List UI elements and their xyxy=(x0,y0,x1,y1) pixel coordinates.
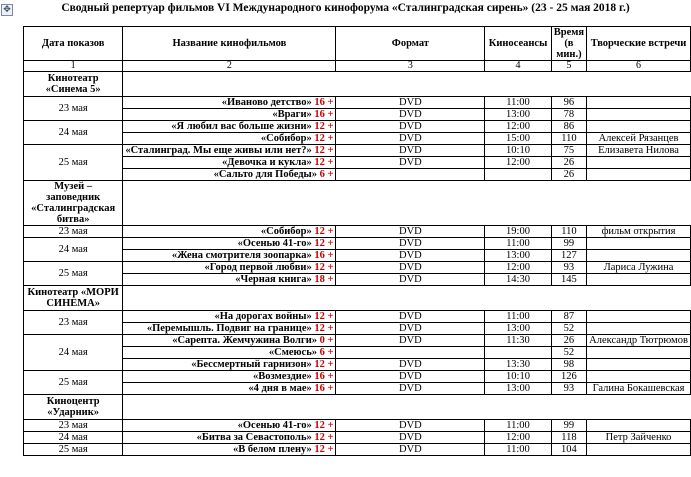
film-cell xyxy=(123,145,336,157)
meeting-cell: Галина Бокашевская xyxy=(587,383,691,395)
age-rating: 12 + xyxy=(314,238,334,249)
table-row xyxy=(24,371,691,383)
date-cell: 25 мая xyxy=(24,262,123,286)
duration-cell: 52 xyxy=(551,347,586,359)
venue-row xyxy=(24,181,691,226)
meeting-cell xyxy=(587,169,691,181)
format-cell xyxy=(336,347,485,359)
film-title: «Сальто для Победы» xyxy=(213,169,317,180)
format-cell: DVD xyxy=(336,371,485,383)
table-row xyxy=(24,420,691,432)
meeting-cell xyxy=(587,109,691,121)
film-cell xyxy=(123,335,336,347)
table-row xyxy=(24,169,691,181)
film-title: «Смеюсь» xyxy=(268,347,317,358)
format-cell: DVD xyxy=(336,262,485,274)
table-row xyxy=(24,274,691,286)
meeting-cell: Алексей Рязанцев xyxy=(587,133,691,145)
table-row xyxy=(24,157,691,169)
table-row xyxy=(24,359,691,371)
document-title: Сводный репертуар фильмов VI Международного кинофорума «Сталинградская сирень» (23 - 25 мая 2018 г.) xyxy=(61,2,630,14)
venue-name: Кинотеатр «Синема 5» xyxy=(24,72,123,97)
header-format: Формат xyxy=(336,27,485,61)
duration-cell: 98 xyxy=(551,359,586,371)
format-cell: DVD xyxy=(336,133,485,145)
film-cell xyxy=(123,109,336,121)
table-row xyxy=(24,238,691,250)
format-cell: DVD xyxy=(336,444,485,456)
session-cell: 12:00 xyxy=(485,121,551,133)
age-rating: 12 + xyxy=(314,323,334,334)
duration-cell: 96 xyxy=(551,97,586,109)
film-cell xyxy=(123,157,336,169)
meeting-cell xyxy=(587,250,691,262)
format-cell: DVD xyxy=(336,335,485,347)
format-cell: DVD xyxy=(336,274,485,286)
venue-spacer xyxy=(123,286,691,311)
film-title: «4 дня в мае» xyxy=(248,383,312,394)
venue-spacer xyxy=(123,72,691,97)
date-cell: 25 мая xyxy=(24,145,123,181)
film-cell xyxy=(123,383,336,395)
age-rating: 6 + xyxy=(319,169,334,180)
format-cell: DVD xyxy=(336,420,485,432)
age-rating: 12 + xyxy=(314,121,334,132)
film-cell xyxy=(123,311,336,323)
table-row xyxy=(24,109,691,121)
date-cell: 24 мая xyxy=(24,335,123,371)
format-cell: DVD xyxy=(336,238,485,250)
column-number-row xyxy=(24,61,691,72)
film-cell xyxy=(123,323,336,335)
meeting-cell: Александр Тютрюмов xyxy=(587,335,691,347)
duration-cell: 75 xyxy=(551,145,586,157)
film-cell xyxy=(123,444,336,456)
film-cell xyxy=(123,359,336,371)
duration-cell: 126 xyxy=(551,371,586,383)
col-number: 1 xyxy=(24,61,123,72)
film-title: «Сталинград. Мы еще живы или нет?» xyxy=(125,145,312,156)
session-cell: 10:10 xyxy=(485,145,551,157)
session-cell: 12:00 xyxy=(485,432,551,444)
date-cell: 23 мая xyxy=(24,226,123,238)
format-cell: DVD xyxy=(336,432,485,444)
meeting-cell: Елизавета Нилова xyxy=(587,145,691,157)
venue-name: Музей – заповедник «Сталинградская битва» xyxy=(24,181,123,226)
film-cell xyxy=(123,250,336,262)
table-row xyxy=(24,97,691,109)
film-cell xyxy=(123,238,336,250)
format-cell: DVD xyxy=(336,121,485,133)
format-cell xyxy=(336,169,485,181)
film-title: «Сарепта. Жемчужина Волги» xyxy=(172,335,317,346)
format-cell: DVD xyxy=(336,145,485,157)
col-number: 5 xyxy=(551,61,586,72)
film-title: «Девочка и кукла» xyxy=(221,157,312,168)
venue-row xyxy=(24,395,691,420)
session-cell: 13:30 xyxy=(485,359,551,371)
age-rating: 12 + xyxy=(314,444,334,455)
film-cell xyxy=(123,262,336,274)
duration-cell: 99 xyxy=(551,420,586,432)
date-cell: 23 мая xyxy=(24,97,123,121)
meeting-cell xyxy=(587,274,691,286)
move-handle-icon[interactable]: ✥ xyxy=(1,4,13,16)
age-rating: 16 + xyxy=(314,109,334,120)
meeting-cell xyxy=(587,97,691,109)
session-cell: 11:00 xyxy=(485,311,551,323)
session-cell: 19:00 xyxy=(485,226,551,238)
table-row xyxy=(24,383,691,395)
date-cell: 24 мая xyxy=(24,121,123,145)
age-rating: 12 + xyxy=(314,157,334,168)
meeting-cell xyxy=(587,444,691,456)
duration-cell: 26 xyxy=(551,157,586,169)
film-title: «Возмездие» xyxy=(253,371,312,382)
duration-cell: 93 xyxy=(551,383,586,395)
age-rating: 12 + xyxy=(314,226,334,237)
table-row xyxy=(24,323,691,335)
header-sessions: Киносеансы xyxy=(485,27,551,61)
col-number: 4 xyxy=(485,61,551,72)
venue-spacer xyxy=(123,181,691,226)
session-cell: 13:00 xyxy=(485,109,551,121)
film-cell xyxy=(123,371,336,383)
meeting-cell xyxy=(587,157,691,169)
format-cell: DVD xyxy=(336,383,485,395)
venue-row xyxy=(24,72,691,97)
col-number: 3 xyxy=(336,61,485,72)
table-row xyxy=(24,347,691,359)
table-row xyxy=(24,133,691,145)
film-cell xyxy=(123,133,336,145)
header-meetings: Творческие встречи xyxy=(587,27,691,61)
meeting-cell xyxy=(587,311,691,323)
session-cell: 14:30 xyxy=(485,274,551,286)
film-title: «На дорогах войны» xyxy=(214,311,312,322)
format-cell: DVD xyxy=(336,157,485,169)
age-rating: 16 + xyxy=(314,383,334,394)
format-cell: DVD xyxy=(336,226,485,238)
table-row xyxy=(24,226,691,238)
film-title: «Осенью 41-го» xyxy=(237,420,312,431)
header-film: Название кинофильмов xyxy=(123,27,336,61)
duration-cell: 86 xyxy=(551,121,586,133)
date-cell: 23 мая xyxy=(24,420,123,432)
meeting-cell xyxy=(587,371,691,383)
table-row xyxy=(24,250,691,262)
film-title: «Жена смотрителя зоопарка» xyxy=(171,250,312,261)
session-cell: 13:00 xyxy=(485,383,551,395)
session-cell: 11:00 xyxy=(485,444,551,456)
duration-cell: 118 xyxy=(551,432,586,444)
duration-cell: 52 xyxy=(551,323,586,335)
repertoire-table xyxy=(23,26,691,456)
film-title: «Перемышль. Подвиг на границе» xyxy=(146,323,312,334)
film-cell xyxy=(123,169,336,181)
film-title: «Враги» xyxy=(272,109,312,120)
meeting-cell xyxy=(587,420,691,432)
date-cell: 24 мая xyxy=(24,238,123,262)
film-title: «Иваново детство» xyxy=(221,97,312,108)
venue-row xyxy=(24,286,691,311)
age-rating: 16 + xyxy=(314,250,334,261)
age-rating: 0 + xyxy=(319,335,334,346)
meeting-cell: Петр Зайченко xyxy=(587,432,691,444)
format-cell: DVD xyxy=(336,250,485,262)
col-number: 6 xyxy=(587,61,691,72)
duration-cell: 26 xyxy=(551,335,586,347)
header-time: Время (в мин.) xyxy=(551,27,586,61)
date-cell: 25 мая xyxy=(24,444,123,456)
format-cell: DVD xyxy=(336,97,485,109)
header-date: Дата показов xyxy=(24,27,123,61)
film-title: «Город первой любви» xyxy=(204,262,312,273)
table-row xyxy=(24,432,691,444)
meeting-cell: Лариса Лужина xyxy=(587,262,691,274)
format-cell: DVD xyxy=(336,311,485,323)
age-rating: 12 + xyxy=(314,311,334,322)
duration-cell: 99 xyxy=(551,238,586,250)
duration-cell: 87 xyxy=(551,311,586,323)
session-cell: 11:30 xyxy=(485,335,551,347)
film-cell xyxy=(123,420,336,432)
age-rating: 16 + xyxy=(314,97,334,108)
meeting-cell xyxy=(587,121,691,133)
meeting-cell xyxy=(587,359,691,371)
format-cell: DVD xyxy=(336,109,485,121)
film-cell xyxy=(123,347,336,359)
table-row xyxy=(24,121,691,133)
duration-cell: 145 xyxy=(551,274,586,286)
duration-cell: 110 xyxy=(551,133,586,145)
session-cell: 11:00 xyxy=(485,420,551,432)
meeting-cell xyxy=(587,323,691,335)
film-cell xyxy=(123,97,336,109)
film-cell xyxy=(123,121,336,133)
film-title: «Собибор» xyxy=(260,133,312,144)
age-rating: 12 + xyxy=(314,420,334,431)
age-rating: 12 + xyxy=(314,133,334,144)
venue-name: Кинотеатр «МОРИ СИНЕМА» xyxy=(24,286,123,311)
film-title: «Я любил вас больше жизни» xyxy=(171,121,312,132)
session-cell: 11:00 xyxy=(485,238,551,250)
venue-spacer xyxy=(123,395,691,420)
session-cell: 12:00 xyxy=(485,262,551,274)
session-cell xyxy=(485,169,551,181)
table-row xyxy=(24,444,691,456)
duration-cell: 93 xyxy=(551,262,586,274)
session-cell: 11:00 xyxy=(485,97,551,109)
duration-cell: 127 xyxy=(551,250,586,262)
age-rating: 12 + xyxy=(314,432,334,443)
film-title: «Бессмертный гарнизон» xyxy=(191,359,312,370)
film-title: «Осенью 41-го» xyxy=(237,238,312,249)
duration-cell: 104 xyxy=(551,444,586,456)
film-title: «Битва за Севастополь» xyxy=(196,432,312,443)
film-cell xyxy=(123,274,336,286)
age-rating: 16 + xyxy=(314,371,334,382)
table-row xyxy=(24,335,691,347)
date-cell: 23 мая xyxy=(24,311,123,335)
duration-cell: 78 xyxy=(551,109,586,121)
date-cell: 24 мая xyxy=(24,432,123,444)
age-rating: 6 + xyxy=(319,347,334,358)
format-cell: DVD xyxy=(336,323,485,335)
header-row xyxy=(24,27,691,61)
format-cell: DVD xyxy=(336,359,485,371)
date-cell: 25 мая xyxy=(24,371,123,395)
session-cell: 12:00 xyxy=(485,157,551,169)
session-cell: 13:00 xyxy=(485,323,551,335)
age-rating: 12 + xyxy=(314,359,334,370)
table-row xyxy=(24,145,691,157)
film-title: «В белом плену» xyxy=(232,444,312,455)
duration-cell: 26 xyxy=(551,169,586,181)
age-rating: 12 + xyxy=(314,145,334,156)
film-title: «Черная книга» xyxy=(235,274,312,285)
col-number: 2 xyxy=(123,61,336,72)
session-cell: 15:00 xyxy=(485,133,551,145)
meeting-cell: фильм открытия xyxy=(587,226,691,238)
meeting-cell xyxy=(587,238,691,250)
film-title: «Собибор» xyxy=(260,226,312,237)
film-cell xyxy=(123,432,336,444)
session-cell: 13:00 xyxy=(485,250,551,262)
table-row xyxy=(24,311,691,323)
age-rating: 12 + xyxy=(314,262,334,273)
film-cell xyxy=(123,226,336,238)
venue-name: Киноцентр «Ударник» xyxy=(24,395,123,420)
session-cell xyxy=(485,347,551,359)
age-rating: 18 + xyxy=(314,274,334,285)
table-row xyxy=(24,262,691,274)
session-cell: 10:10 xyxy=(485,371,551,383)
duration-cell: 110 xyxy=(551,226,586,238)
meeting-cell xyxy=(587,347,691,359)
